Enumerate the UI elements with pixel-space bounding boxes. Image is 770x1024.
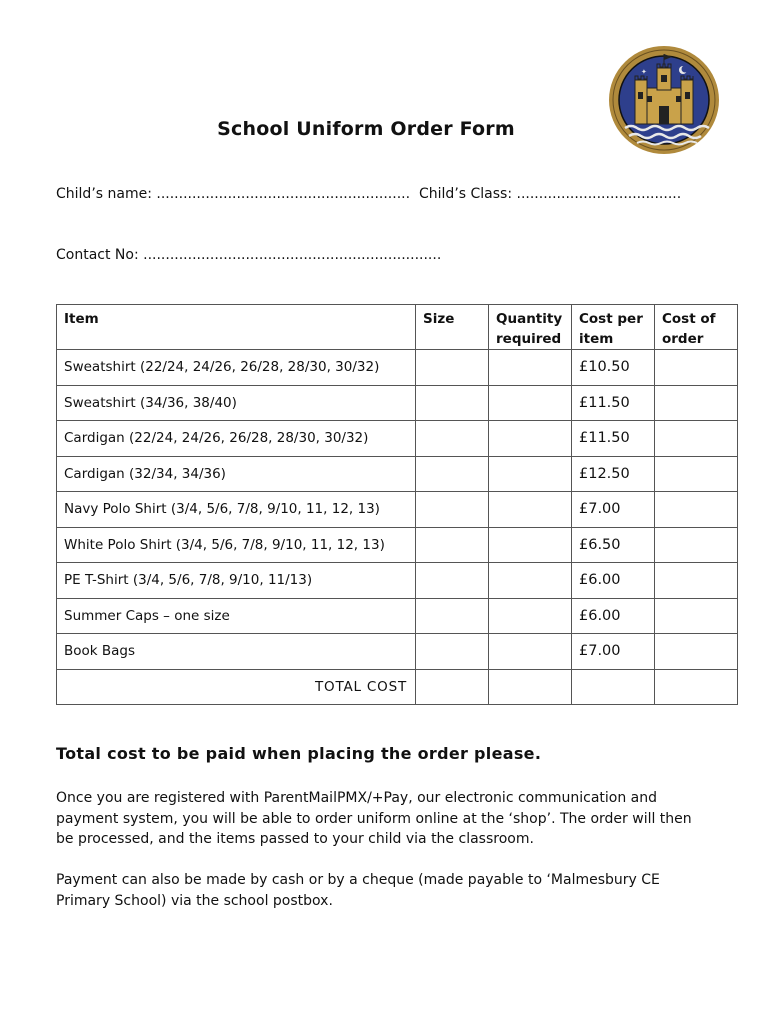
- item-cell: Navy Polo Shirt (3/4, 5/6, 7/8, 9/10, 11, 12, 13): [57, 492, 416, 528]
- order-cost-cell[interactable]: [655, 598, 738, 634]
- header-cost-of-order: Cost of order: [655, 305, 738, 350]
- size-cell[interactable]: [416, 350, 489, 386]
- table-row: [57, 598, 738, 634]
- item-cell: Book Bags: [57, 634, 416, 670]
- quantity-cell[interactable]: [489, 563, 572, 599]
- item-cell: Cardigan (22/24, 24/26, 26/28, 28/30, 30/32): [57, 421, 416, 457]
- header-size: Size: [416, 305, 489, 350]
- total-size-cell: [416, 669, 489, 705]
- header-cost-per-item: Cost per item: [572, 305, 655, 350]
- price-cell: £6.50: [572, 527, 655, 563]
- order-cost-cell[interactable]: [655, 563, 738, 599]
- order-table: [56, 304, 738, 705]
- price-cell: £10.50: [572, 350, 655, 386]
- parentmail-paragraph: Once you are registered with ParentMailPMX/+Pay, our electronic communication and payment system, you will be able to order uniform online at the ‘shop’. The order will then be processed, and the items passed to your child via the classroom.: [56, 790, 692, 847]
- price-cell: £7.00: [572, 492, 655, 528]
- table-row: [57, 563, 738, 599]
- table-row: [57, 527, 738, 563]
- price-cell: £11.50: [572, 421, 655, 457]
- size-cell[interactable]: [416, 598, 489, 634]
- order-cost-cell[interactable]: [655, 634, 738, 670]
- size-cell[interactable]: [416, 492, 489, 528]
- table-row: [57, 634, 738, 670]
- price-cell: £11.50: [572, 385, 655, 421]
- table-row: [57, 385, 738, 421]
- quantity-cell[interactable]: [489, 350, 572, 386]
- child-class-field[interactable]: Child’s Class: .....................................: [419, 186, 682, 202]
- order-cost-cell[interactable]: [655, 527, 738, 563]
- child-name-field[interactable]: Child’s name: .........................................................: [56, 186, 411, 202]
- quantity-cell[interactable]: [489, 421, 572, 457]
- size-cell[interactable]: [416, 421, 489, 457]
- page-title: School Uniform Order Form: [217, 118, 515, 140]
- cash-cheque-paragraph: Payment can also be made by cash or by a cheque (made payable to ‘Malmesbury CE Primary School) via the school postbox.: [56, 872, 660, 909]
- total-cost-cell[interactable]: [655, 669, 738, 705]
- table-header-row: [57, 305, 738, 350]
- header-item: Item: [57, 305, 416, 350]
- size-cell[interactable]: [416, 634, 489, 670]
- quantity-cell[interactable]: [489, 634, 572, 670]
- item-cell: PE T-Shirt (3/4, 5/6, 7/8, 9/10, 11/13): [57, 563, 416, 599]
- item-cell: Summer Caps – one size: [57, 598, 416, 634]
- order-cost-cell[interactable]: [655, 456, 738, 492]
- payment-notice: Total cost to be paid when placing the order please.: [56, 744, 542, 763]
- quantity-cell[interactable]: [489, 492, 572, 528]
- quantity-cell[interactable]: [489, 527, 572, 563]
- size-cell[interactable]: [416, 527, 489, 563]
- header-quantity: Quantity required: [489, 305, 572, 350]
- total-cost-label: TOTAL COST: [57, 669, 416, 705]
- size-cell[interactable]: [416, 456, 489, 492]
- table-row: [57, 421, 738, 457]
- item-cell: Sweatshirt (34/36, 38/40): [57, 385, 416, 421]
- quantity-cell[interactable]: [489, 385, 572, 421]
- price-cell: £6.00: [572, 563, 655, 599]
- svg-text:✦: ✦: [641, 68, 647, 76]
- price-cell: £12.50: [572, 456, 655, 492]
- size-cell[interactable]: [416, 563, 489, 599]
- contact-number-field[interactable]: Contact No: ...................................................................: [56, 247, 442, 263]
- total-price-cell: [572, 669, 655, 705]
- order-cost-cell[interactable]: [655, 421, 738, 457]
- total-row: [57, 669, 738, 705]
- table-row: [57, 350, 738, 386]
- total-quantity-cell[interactable]: [489, 669, 572, 705]
- table-row: [57, 492, 738, 528]
- order-cost-cell[interactable]: [655, 492, 738, 528]
- item-cell: Sweatshirt (22/24, 24/26, 26/28, 28/30, 30/32): [57, 350, 416, 386]
- quantity-cell[interactable]: [489, 456, 572, 492]
- quantity-cell[interactable]: [489, 598, 572, 634]
- price-cell: £7.00: [572, 634, 655, 670]
- item-cell: White Polo Shirt (3/4, 5/6, 7/8, 9/10, 11, 12, 13): [57, 527, 416, 563]
- order-cost-cell[interactable]: [655, 385, 738, 421]
- item-cell: Cardigan (32/34, 34/36): [57, 456, 416, 492]
- size-cell[interactable]: [416, 385, 489, 421]
- price-cell: £6.00: [572, 598, 655, 634]
- order-cost-cell[interactable]: [655, 350, 738, 386]
- table-row: [57, 456, 738, 492]
